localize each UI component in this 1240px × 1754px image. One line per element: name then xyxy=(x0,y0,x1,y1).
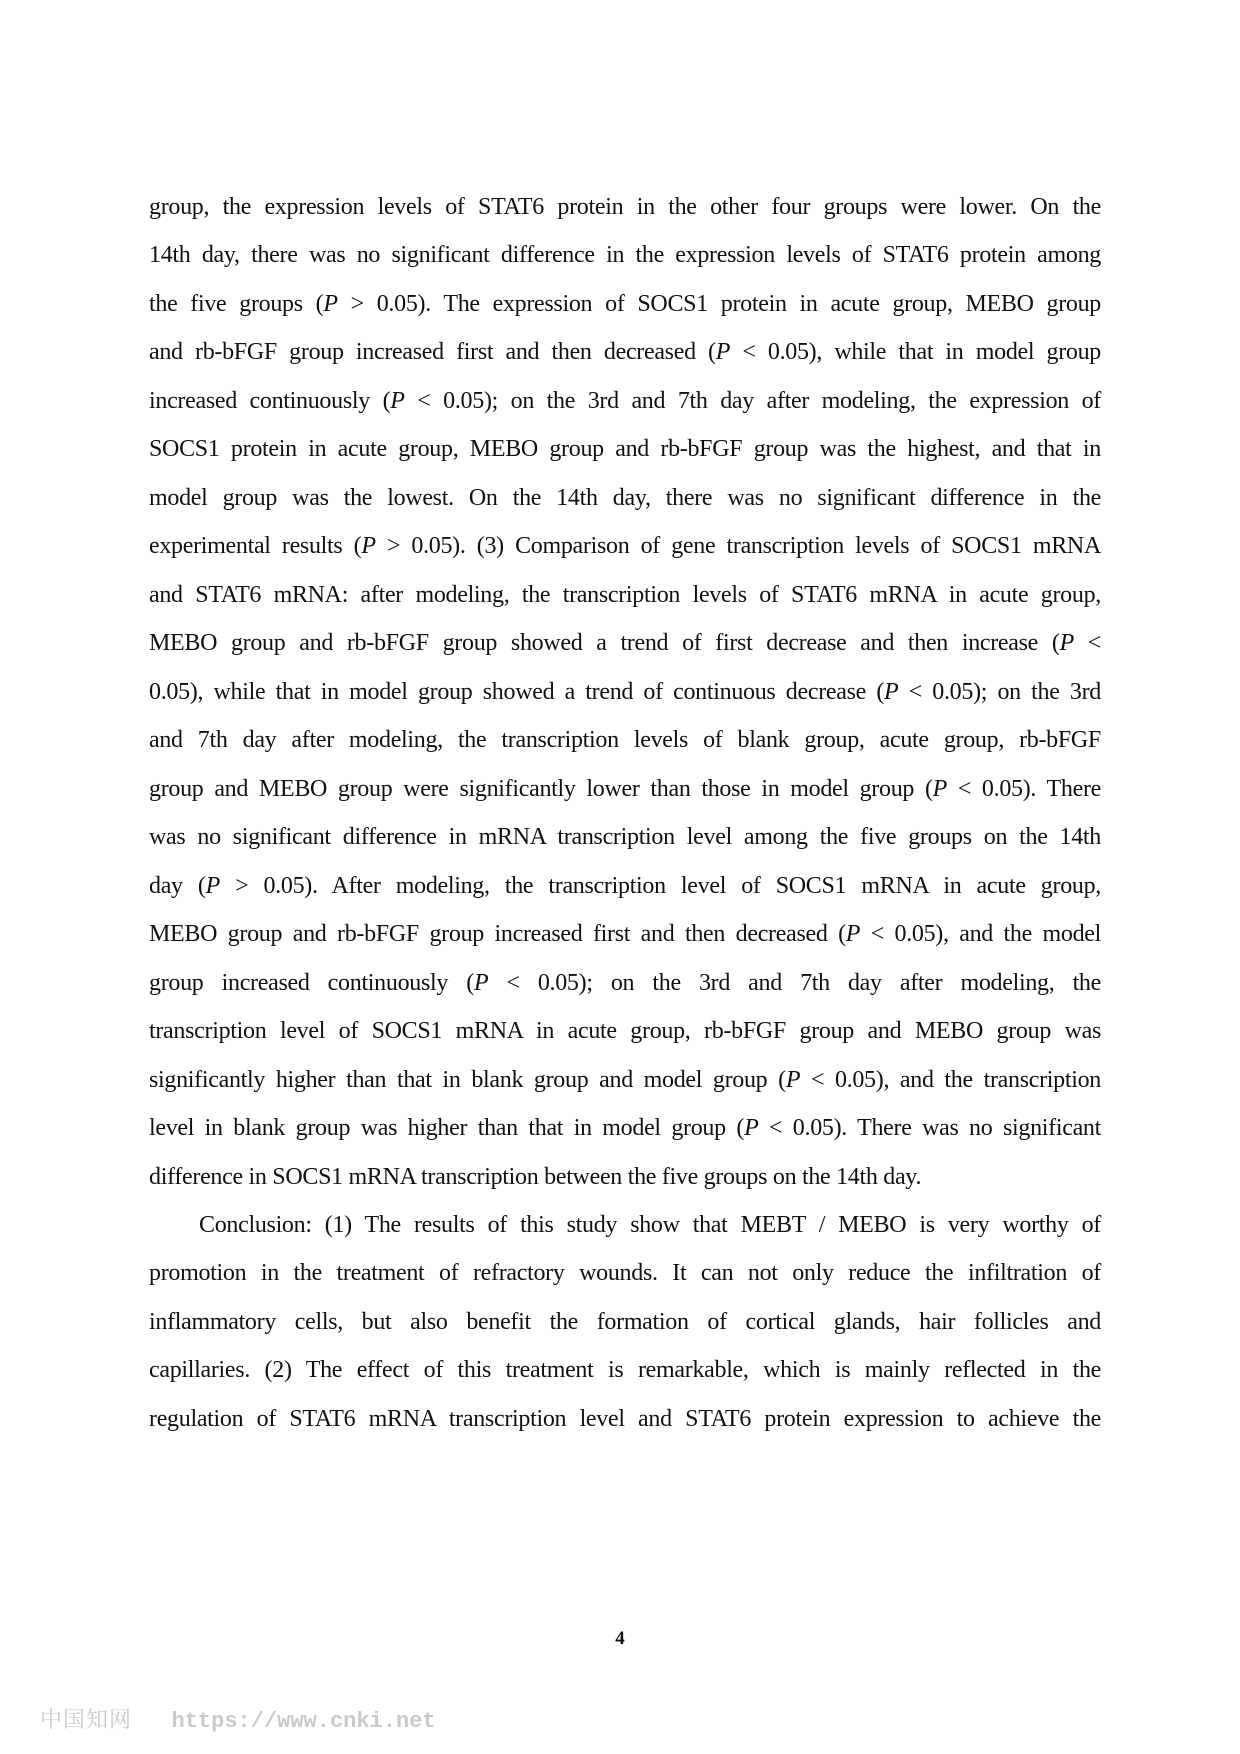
text-line: level in blank group was higher than that in model group (P < 0.05). There was no significant xyxy=(149,1115,1102,1141)
p-value-symbol: P xyxy=(205,873,220,899)
text-line: Conclusion: (1) The results of this study show that MEBT / MEBO is very worthy of xyxy=(199,1212,1101,1238)
text-line: and STAT6 mRNA: after modeling, the transcription levels of STAT6 mRNA in acute group, xyxy=(149,582,1101,608)
p-value-symbol: P xyxy=(785,1067,801,1093)
text-line: capillaries. (2) The effect of this treatment is remarkable, which is mainly reflected in the xyxy=(149,1357,1101,1383)
p-value-symbol: P xyxy=(715,339,731,365)
text-line: was no significant difference in mRNA transcription level among the five groups on the 14th xyxy=(149,824,1101,850)
text-line: transcription level of SOCS1 mRNA in acute group, rb-bFGF group and MEBO group was xyxy=(149,1018,1101,1044)
text-line: increased continuously (P < 0.05); on the 3rd and 7th day after modeling, the expression of xyxy=(149,388,1101,414)
p-value-symbol: P xyxy=(1059,630,1074,656)
text-line: promotion in the treatment of refractory wounds. It can not only reduce the infiltration of xyxy=(149,1260,1101,1286)
watermark-logo-text: 中国知网 xyxy=(40,1708,133,1733)
text-line: difference in SOCS1 mRNA transcription between the five groups on the 14th day. xyxy=(149,1164,922,1190)
p-value-symbol: P xyxy=(845,921,861,947)
text-line: and rb-bFGF group increased first and then decreased (P < 0.05), while that in model group xyxy=(149,339,1101,365)
p-value-symbol: P xyxy=(473,970,489,996)
text-line: inflammatory cells, but also benefit the formation of cortical glands, hair follicles and xyxy=(149,1309,1101,1335)
text-line: model group was the lowest. On the 14th day, there was no significant difference in the xyxy=(149,485,1101,511)
p-value-symbol: P xyxy=(390,388,405,414)
p-value-symbol: P xyxy=(932,776,948,802)
cnki-watermark xyxy=(40,1703,436,1734)
watermark-url: https://www.cnki.net xyxy=(171,1709,436,1734)
p-value-symbol: P xyxy=(323,291,338,317)
text-line: SOCS1 protein in acute group, MEBO group and rb-bFGF group was the highest, and that in xyxy=(149,436,1101,462)
text-line: and 7th day after modeling, the transcription levels of blank group, acute group, rb-bFGF xyxy=(149,727,1101,753)
text-line: regulation of STAT6 mRNA transcription level and STAT6 protein expression to achieve the xyxy=(149,1406,1101,1432)
text-line: MEBO group and rb-bFGF group showed a trend of first decrease and then increase (P < xyxy=(149,630,1101,656)
text-line: group increased continuously (P < 0.05); on the 3rd and 7th day after modeling, the xyxy=(149,970,1101,996)
text-line: 14th day, there was no significant difference in the expression levels of STAT6 protein among xyxy=(149,242,1101,268)
text-line: group, the expression levels of STAT6 protein in the other four groups were lower. On the xyxy=(149,194,1101,220)
text-line: day (P > 0.05). After modeling, the transcription level of SOCS1 mRNA in acute group, xyxy=(149,873,1101,899)
text-line: 0.05), while that in model group showed a trend of continuous decrease (P < 0.05); on the 3rd xyxy=(149,679,1102,705)
page-number: 4 xyxy=(615,1628,625,1649)
text-line: significantly higher than that in blank group and model group (P < 0.05), and the transcription xyxy=(149,1067,1101,1093)
text-line: the five groups (P > 0.05). The expression of SOCS1 protein in acute group, MEBO group xyxy=(149,291,1102,317)
p-value-symbol: P xyxy=(361,533,376,559)
text-line: group and MEBO group were significantly lower than those in model group (P < 0.05). There xyxy=(149,776,1101,802)
text-line: MEBO group and rb-bFGF group increased first and then decreased (P < 0.05), and the model xyxy=(149,921,1101,947)
p-value-symbol: P xyxy=(884,679,899,705)
text-line: experimental results (P > 0.05). (3) Comparison of gene transcription levels of SOCS1 mRNA xyxy=(149,533,1101,559)
p-value-symbol: P xyxy=(744,1115,759,1141)
